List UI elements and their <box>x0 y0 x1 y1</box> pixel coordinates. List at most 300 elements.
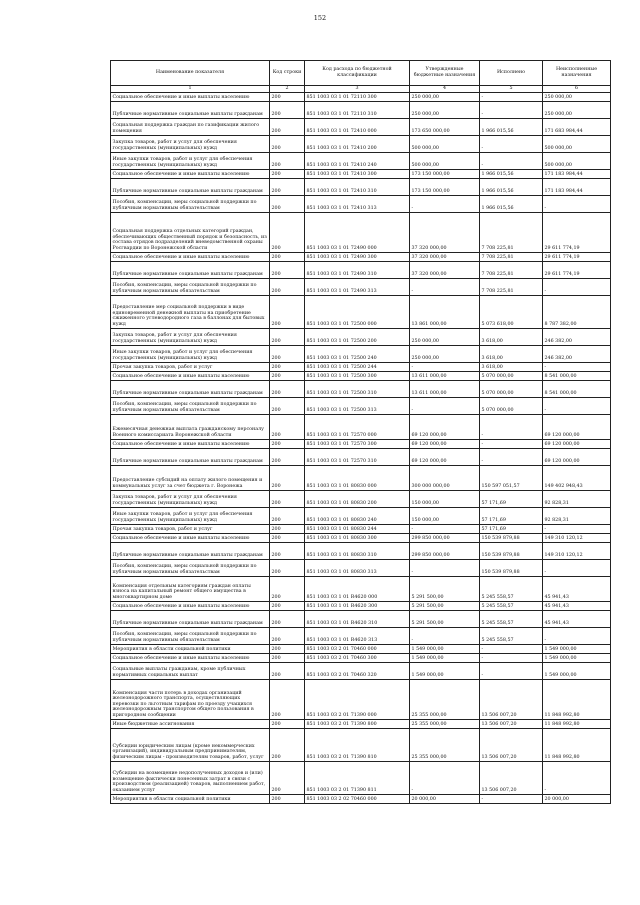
row-unexecuted-cell: 500 000,00 <box>543 152 611 169</box>
table-row <box>111 345 611 362</box>
table-row <box>111 490 611 507</box>
row-name-cell: Социальные выплаты гражданам, кроме публичных нормативных социальных выплат <box>111 662 270 679</box>
row-approved-cell: 37 320 000,00 <box>410 212 480 252</box>
row-executed-cell: 5 245 558,57 <box>480 601 543 610</box>
row-line-code-cell: 200 <box>270 719 305 728</box>
row-classification-cell: 851 1003 03 1 01 72500 000 <box>305 295 410 328</box>
row-classification-cell: 851 1003 03 1 01 72500 200 <box>305 328 410 345</box>
row-name-cell: Социальная поддержка граждан по газификации жилого помещения <box>111 118 270 135</box>
row-executed-cell: 7 708 225,81 <box>480 278 543 295</box>
table-row <box>111 118 611 135</box>
row-approved-cell: - <box>410 761 480 794</box>
row-executed-cell: 7 708 225,81 <box>480 212 543 252</box>
row-classification-cell: 851 1003 03 2 01 70460 320 <box>305 662 410 679</box>
row-name-cell: Публичные нормативные социальные выплаты гражданам <box>111 610 270 627</box>
row-approved-cell: 150 000,00 <box>410 490 480 507</box>
row-executed-cell: 150 597 051,57 <box>480 465 543 490</box>
row-executed-cell: - <box>480 152 543 169</box>
row-unexecuted-cell: 92 828,31 <box>543 490 611 507</box>
table-row <box>111 507 611 524</box>
row-name-cell: Публичные нормативные социальные выплаты гражданам <box>111 261 270 278</box>
row-unexecuted-cell: 45 941,43 <box>543 576 611 601</box>
row-executed-cell: 57 171,69 <box>480 524 543 533</box>
row-line-code-cell: 200 <box>270 542 305 559</box>
row-classification-cell: 851 1003 03 1 01 80830 313 <box>305 559 410 576</box>
row-name-cell: Пособия, компенсации, меры социальной поддержки по публичным нормативным обязательствам <box>111 397 270 414</box>
row-name-cell: Социальное обеспечение и иные выплаты населению <box>111 601 270 610</box>
table-row <box>111 576 611 601</box>
row-executed-cell: 5 073 618,00 <box>480 295 543 328</box>
header-unexecuted: Неисполненные назначения <box>543 61 611 86</box>
row-line-code-cell: 200 <box>270 169 305 178</box>
row-unexecuted-cell: 171 683 984,44 <box>543 118 611 135</box>
row-classification-cell: 851 1003 03 1 01 72110 300 <box>305 92 410 101</box>
row-executed-cell: 5 245 558,57 <box>480 610 543 627</box>
row-classification-cell: 851 1003 03 1 01 80830 000 <box>305 465 410 490</box>
row-executed-cell: 5 245 558,57 <box>480 576 543 601</box>
row-approved-cell: 150 000,00 <box>410 507 480 524</box>
column-number: 4 <box>410 86 480 93</box>
row-approved-cell: 1 549 000,00 <box>410 662 480 679</box>
row-line-code-cell: 200 <box>270 465 305 490</box>
row-name-cell: Субсидии на возмещение недополученных доходов и (или) возмещение фактически понесенных затрат в связи с производством (реализацией) товаров, выполнением работ, оказанием услуг <box>111 761 270 794</box>
row-line-code-cell: 200 <box>270 533 305 542</box>
row-line-code-cell: 200 <box>270 295 305 328</box>
table-row <box>111 610 611 627</box>
row-approved-cell: 37 320 000,00 <box>410 252 480 261</box>
row-classification-cell: 851 1003 03 1 01 72490 000 <box>305 212 410 252</box>
row-line-code-cell: 200 <box>270 601 305 610</box>
row-line-code-cell: 200 <box>270 345 305 362</box>
row-unexecuted-cell: 500 000,00 <box>543 135 611 152</box>
table-row <box>111 380 611 397</box>
row-executed-cell: - <box>480 644 543 653</box>
row-classification-cell: 851 1003 03 1 01 72110 310 <box>305 101 410 118</box>
row-classification-cell: 851 1003 03 2 02 70460 000 <box>305 794 410 803</box>
row-unexecuted-cell: 8 541 000,00 <box>543 380 611 397</box>
row-classification-cell: 851 1003 03 2 01 70460 300 <box>305 653 410 662</box>
row-approved-cell: 69 120 000,00 <box>410 414 480 439</box>
table-row <box>111 371 611 380</box>
table-row <box>111 261 611 278</box>
row-approved-cell: 1 549 000,00 <box>410 653 480 662</box>
row-unexecuted-cell: - <box>543 397 611 414</box>
row-line-code-cell: 200 <box>270 252 305 261</box>
row-line-code-cell: 200 <box>270 92 305 101</box>
row-approved-cell: 173 150 000,00 <box>410 178 480 195</box>
row-unexecuted-cell: 171 183 984,44 <box>543 169 611 178</box>
row-approved-cell: - <box>410 559 480 576</box>
row-approved-cell: 25 355 000,00 <box>410 679 480 719</box>
table-row <box>111 761 611 794</box>
row-executed-cell: 1 966 015,56 <box>480 118 543 135</box>
row-approved-cell: - <box>410 397 480 414</box>
row-unexecuted-cell: 45 941,43 <box>543 610 611 627</box>
row-name-cell: Публичные нормативные социальные выплаты гражданам <box>111 380 270 397</box>
row-classification-cell: 851 1003 03 2 01 71390 000 <box>305 679 410 719</box>
row-classification-cell: 851 1003 03 1 01 72490 300 <box>305 252 410 261</box>
row-line-code-cell: 200 <box>270 679 305 719</box>
row-line-code-cell: 200 <box>270 653 305 662</box>
table-row <box>111 101 611 118</box>
row-executed-cell: 5 070 000,00 <box>480 380 543 397</box>
row-unexecuted-cell: - <box>543 362 611 371</box>
row-approved-cell: 13 611 000,00 <box>410 380 480 397</box>
row-classification-cell: 851 1003 03 2 01 71390 810 <box>305 728 410 761</box>
row-unexecuted-cell: 149 402 948,43 <box>543 465 611 490</box>
row-executed-cell: 3 618,00 <box>480 328 543 345</box>
row-classification-cell: 851 1003 03 1 01 72410 200 <box>305 135 410 152</box>
row-executed-cell: 150 539 879,88 <box>480 559 543 576</box>
row-name-cell: Компенсация части потерь в доходах организаций железнодорожного транспорта, осуществляющих перевозки по льготным тарифам по проезду учащихся железнодорожным транспортом общего пользования в пригородном сообщении <box>111 679 270 719</box>
row-name-cell: Закупка товаров, работ и услуг для обеспечения государственных (муниципальных) нужд <box>111 135 270 152</box>
row-approved-cell: - <box>410 195 480 212</box>
row-name-cell: Социальное обеспечение и иные выплаты населению <box>111 252 270 261</box>
row-approved-cell: 173 650 000,00 <box>410 118 480 135</box>
row-classification-cell: 851 1003 03 1 01 72570 000 <box>305 414 410 439</box>
row-line-code-cell: 200 <box>270 178 305 195</box>
row-unexecuted-cell: - <box>543 761 611 794</box>
row-approved-cell: 250 000,00 <box>410 345 480 362</box>
row-executed-cell: 150 539 879,88 <box>480 533 543 542</box>
row-executed-cell: 57 171,69 <box>480 507 543 524</box>
row-line-code-cell: 200 <box>270 576 305 601</box>
header-name: Наименование показателя <box>111 61 270 86</box>
header-classification: Код расхода по бюджетной классификации <box>305 61 410 86</box>
row-unexecuted-cell: 69 120 000,00 <box>543 439 611 448</box>
row-executed-cell: - <box>480 92 543 101</box>
row-approved-cell: - <box>410 627 480 644</box>
row-classification-cell: 851 1003 03 1 01 R4620 313 <box>305 627 410 644</box>
row-executed-cell: 3 618,00 <box>480 362 543 371</box>
column-number: 5 <box>480 86 543 93</box>
row-approved-cell: 300 000 000,00 <box>410 465 480 490</box>
table-row <box>111 439 611 448</box>
row-name-cell: Мероприятия в области социальной политики <box>111 644 270 653</box>
row-executed-cell: 3 618,00 <box>480 345 543 362</box>
row-line-code-cell: 200 <box>270 261 305 278</box>
table-row <box>111 465 611 490</box>
row-unexecuted-cell: - <box>543 524 611 533</box>
table-row <box>111 92 611 101</box>
table-row <box>111 728 611 761</box>
row-name-cell: Социальное обеспечение и иные выплаты населению <box>111 92 270 101</box>
table-row <box>111 252 611 261</box>
row-approved-cell: 173 150 000,00 <box>410 169 480 178</box>
row-line-code-cell: 200 <box>270 371 305 380</box>
row-line-code-cell: 200 <box>270 439 305 448</box>
row-classification-cell: 851 1003 03 1 01 R4620 310 <box>305 610 410 627</box>
row-line-code-cell: 200 <box>270 794 305 803</box>
row-unexecuted-cell: 69 120 000,00 <box>543 414 611 439</box>
row-executed-cell: 13 506 007,20 <box>480 679 543 719</box>
row-name-cell: Иные закупки товаров, работ и услуг для обеспечения государственных (муниципальных) нужд <box>111 507 270 524</box>
row-approved-cell: 250 000,00 <box>410 101 480 118</box>
row-line-code-cell: 200 <box>270 397 305 414</box>
row-name-cell: Пособия, компенсации, меры социальной поддержки по публичным нормативным обязательствам <box>111 278 270 295</box>
row-line-code-cell: 200 <box>270 135 305 152</box>
row-executed-cell: - <box>480 135 543 152</box>
row-name-cell: Иные закупки товаров, работ и услуг для обеспечения государственных (муниципальных) нужд <box>111 152 270 169</box>
row-name-cell: Социальная поддержка отдельных категорий граждан, обеспечивающих общественный порядок и безопасность, из состава отрядов подразделений вневедомственной охраны Росгвардии по Воронежской области <box>111 212 270 252</box>
row-name-cell: Иные закупки товаров, работ и услуг для обеспечения государственных (муниципальных) нужд <box>111 345 270 362</box>
row-approved-cell: 250 000,00 <box>410 328 480 345</box>
row-classification-cell: 851 1003 03 1 01 72410 300 <box>305 169 410 178</box>
row-unexecuted-cell: 250 000,00 <box>543 101 611 118</box>
row-approved-cell: 5 291 500,00 <box>410 576 480 601</box>
row-line-code-cell: 200 <box>270 414 305 439</box>
row-classification-cell: 851 1003 03 1 01 72570 310 <box>305 448 410 465</box>
row-approved-cell: 500 000,00 <box>410 135 480 152</box>
table-row <box>111 152 611 169</box>
row-classification-cell: 851 1003 03 1 01 80830 244 <box>305 524 410 533</box>
row-unexecuted-cell: 8 787 382,00 <box>543 295 611 328</box>
row-line-code-cell: 200 <box>270 610 305 627</box>
row-classification-cell: 851 1003 03 1 01 80830 200 <box>305 490 410 507</box>
row-executed-cell: 150 539 879,88 <box>480 542 543 559</box>
row-classification-cell: 851 1003 03 1 01 72500 310 <box>305 380 410 397</box>
row-line-code-cell: 200 <box>270 212 305 252</box>
row-name-cell: Предоставление мер социальной поддержки в виде единовременной денежной выплаты на приобретение сжиженного углеводородного газа в баллонах для бытовых нужд <box>111 295 270 328</box>
row-line-code-cell: 200 <box>270 152 305 169</box>
header-row <box>111 61 611 86</box>
row-unexecuted-cell: 20 000,00 <box>543 794 611 803</box>
row-executed-cell: 13 506 007,20 <box>480 761 543 794</box>
row-unexecuted-cell: 1 549 000,00 <box>543 644 611 653</box>
row-approved-cell: 13 861 000,00 <box>410 295 480 328</box>
row-approved-cell: 299 850 000,00 <box>410 533 480 542</box>
table-row <box>111 533 611 542</box>
table-row <box>111 524 611 533</box>
row-unexecuted-cell: 92 828,31 <box>543 507 611 524</box>
row-unexecuted-cell: 149 310 120,12 <box>543 542 611 559</box>
table-row <box>111 178 611 195</box>
row-line-code-cell: 200 <box>270 524 305 533</box>
table-row <box>111 362 611 371</box>
row-executed-cell: 5 245 558,57 <box>480 627 543 644</box>
row-line-code-cell: 200 <box>270 644 305 653</box>
row-line-code-cell: 200 <box>270 507 305 524</box>
row-name-cell: Социальное обеспечение и иные выплаты населению <box>111 533 270 542</box>
row-name-cell: Публичные нормативные социальные выплаты гражданам <box>111 542 270 559</box>
row-name-cell: Компенсация отдельным категориям граждан оплаты взноса на капитальный ремонт общего имущества в многоквартирном доме <box>111 576 270 601</box>
row-line-code-cell: 200 <box>270 662 305 679</box>
row-unexecuted-cell: 29 611 774,19 <box>543 261 611 278</box>
row-classification-cell: 851 1003 03 1 01 80830 310 <box>305 542 410 559</box>
column-number: 2 <box>270 86 305 93</box>
table-row <box>111 794 611 803</box>
row-classification-cell: 851 1003 03 1 01 72500 244 <box>305 362 410 371</box>
table-row <box>111 653 611 662</box>
row-approved-cell: 500 000,00 <box>410 152 480 169</box>
row-name-cell: Закупка товаров, работ и услуг для обеспечения государственных (муниципальных) нужд <box>111 490 270 507</box>
row-executed-cell: - <box>480 414 543 439</box>
row-executed-cell: 7 708 225,81 <box>480 252 543 261</box>
row-name-cell: Социальное обеспечение и иные выплаты населению <box>111 653 270 662</box>
row-classification-cell: 851 1003 03 2 01 71390 811 <box>305 761 410 794</box>
row-classification-cell: 851 1003 03 1 01 72410 310 <box>305 178 410 195</box>
row-line-code-cell: 200 <box>270 195 305 212</box>
row-line-code-cell: 200 <box>270 362 305 371</box>
row-approved-cell: 37 320 000,00 <box>410 261 480 278</box>
column-number-row <box>111 86 611 93</box>
table-row <box>111 414 611 439</box>
table-row <box>111 295 611 328</box>
table-row <box>111 328 611 345</box>
row-line-code-cell: 200 <box>270 490 305 507</box>
table-row <box>111 679 611 719</box>
row-name-cell: Прочая закупка товаров, работ и услуг <box>111 524 270 533</box>
row-approved-cell: 250 000,00 <box>410 92 480 101</box>
row-approved-cell: 69 120 000,00 <box>410 439 480 448</box>
row-classification-cell: 851 1003 03 1 01 72490 313 <box>305 278 410 295</box>
row-executed-cell: 13 506 007,20 <box>480 719 543 728</box>
row-executed-cell: - <box>480 662 543 679</box>
row-name-cell: Пособия, компенсации, меры социальной поддержки по публичным нормативным обязательствам <box>111 195 270 212</box>
row-unexecuted-cell: - <box>543 559 611 576</box>
row-classification-cell: 851 1003 03 1 01 72410 313 <box>305 195 410 212</box>
row-name-cell: Пособия, компенсации, меры социальной поддержки по публичным нормативным обязательствам <box>111 559 270 576</box>
row-unexecuted-cell: 11 848 992,80 <box>543 719 611 728</box>
row-classification-cell: 851 1003 03 1 01 72410 240 <box>305 152 410 169</box>
row-unexecuted-cell: 29 611 774,19 <box>543 252 611 261</box>
row-name-cell: Субсидии юридическим лицам (кроме некоммерческих организаций), индивидуальным предпринимателям, физическим лицам - производителям товаров, работ, услуг <box>111 728 270 761</box>
row-classification-cell: 851 1003 03 1 01 72490 310 <box>305 261 410 278</box>
row-line-code-cell: 200 <box>270 380 305 397</box>
table-row <box>111 719 611 728</box>
row-approved-cell: 69 120 000,00 <box>410 448 480 465</box>
table-row <box>111 601 611 610</box>
row-unexecuted-cell: 1 549 000,00 <box>543 653 611 662</box>
row-approved-cell: 299 850 000,00 <box>410 542 480 559</box>
row-name-cell: Ежемесячная денежная выплата гражданскому персоналу Военного комиссариата Воронежской области <box>111 414 270 439</box>
row-line-code-cell: 200 <box>270 761 305 794</box>
row-line-code-cell: 200 <box>270 559 305 576</box>
row-executed-cell: 7 708 225,81 <box>480 261 543 278</box>
table-row <box>111 627 611 644</box>
row-name-cell: Публичные нормативные социальные выплаты гражданам <box>111 448 270 465</box>
row-name-cell: Социальное обеспечение и иные выплаты населению <box>111 169 270 178</box>
row-unexecuted-cell: 11 848 992,80 <box>543 679 611 719</box>
row-unexecuted-cell: 246 382,00 <box>543 328 611 345</box>
row-approved-cell: 25 355 000,00 <box>410 719 480 728</box>
column-number: 1 <box>111 86 270 93</box>
row-name-cell: Мероприятия в области социальной политики <box>111 794 270 803</box>
row-approved-cell: 5 291 500,00 <box>410 601 480 610</box>
row-unexecuted-cell: 250 000,00 <box>543 92 611 101</box>
row-classification-cell: 851 1003 03 2 01 71390 800 <box>305 719 410 728</box>
table-row <box>111 448 611 465</box>
row-classification-cell: 851 1003 03 1 01 72570 300 <box>305 439 410 448</box>
row-executed-cell: - <box>480 448 543 465</box>
table-row <box>111 169 611 178</box>
row-executed-cell: - <box>480 101 543 118</box>
row-unexecuted-cell: 1 549 000,00 <box>543 662 611 679</box>
column-number: 6 <box>543 86 611 93</box>
row-line-code-cell: 200 <box>270 118 305 135</box>
row-unexecuted-cell: - <box>543 195 611 212</box>
row-classification-cell: 851 1003 03 1 01 72500 240 <box>305 345 410 362</box>
row-line-code-cell: 200 <box>270 278 305 295</box>
row-approved-cell: 13 611 000,00 <box>410 371 480 380</box>
row-executed-cell: 5 070 000,00 <box>480 371 543 380</box>
budget-execution-table <box>110 60 611 804</box>
row-executed-cell: - <box>480 794 543 803</box>
row-approved-cell: 5 291 500,00 <box>410 610 480 627</box>
row-approved-cell: - <box>410 524 480 533</box>
row-line-code-cell: 200 <box>270 448 305 465</box>
row-approved-cell: - <box>410 278 480 295</box>
row-name-cell: Социальное обеспечение и иные выплаты населению <box>111 371 270 380</box>
table-row <box>111 278 611 295</box>
row-name-cell: Публичные нормативные социальные выплаты гражданам <box>111 101 270 118</box>
row-executed-cell: 1 966 015,56 <box>480 169 543 178</box>
row-classification-cell: 851 1003 03 1 01 72500 313 <box>305 397 410 414</box>
row-name-cell: Прочая закупка товаров, работ и услуг <box>111 362 270 371</box>
table-row <box>111 195 611 212</box>
row-unexecuted-cell: 149 310 120,12 <box>543 533 611 542</box>
row-unexecuted-cell: 45 941,43 <box>543 601 611 610</box>
table-row <box>111 212 611 252</box>
row-line-code-cell: 200 <box>270 328 305 345</box>
row-unexecuted-cell: 69 120 000,00 <box>543 448 611 465</box>
row-classification-cell: 851 1003 03 1 01 80830 240 <box>305 507 410 524</box>
row-approved-cell: - <box>410 362 480 371</box>
page-number: 152 <box>313 14 327 22</box>
row-classification-cell: 851 1003 03 2 01 70460 000 <box>305 644 410 653</box>
row-executed-cell: 1 966 015,56 <box>480 195 543 212</box>
row-unexecuted-cell: 29 611 774,19 <box>543 212 611 252</box>
row-name-cell: Публичные нормативные социальные выплаты гражданам <box>111 178 270 195</box>
row-classification-cell: 851 1003 03 1 01 R4620 000 <box>305 576 410 601</box>
row-approved-cell: 20 000,00 <box>410 794 480 803</box>
header-approved: Утвержденные бюджетные назначения <box>410 61 480 86</box>
table-row <box>111 135 611 152</box>
row-approved-cell: 25 355 000,00 <box>410 728 480 761</box>
table-row <box>111 662 611 679</box>
row-unexecuted-cell: 8 541 000,00 <box>543 371 611 380</box>
row-line-code-cell: 200 <box>270 101 305 118</box>
row-name-cell: Пособия, компенсации, меры социальной поддержки по публичным нормативным обязательствам <box>111 627 270 644</box>
row-unexecuted-cell: 171 183 984,44 <box>543 178 611 195</box>
header-executed: Исполнено <box>480 61 543 86</box>
row-executed-cell: - <box>480 439 543 448</box>
row-executed-cell: - <box>480 653 543 662</box>
row-unexecuted-cell: - <box>543 278 611 295</box>
table-row <box>111 644 611 653</box>
row-executed-cell: 57 171,69 <box>480 490 543 507</box>
row-executed-cell: 1 966 015,56 <box>480 178 543 195</box>
row-name-cell: Иные бюджетные ассигнования <box>111 719 270 728</box>
row-classification-cell: 851 1003 03 1 01 72410 000 <box>305 118 410 135</box>
row-unexecuted-cell: - <box>543 627 611 644</box>
table-body <box>111 92 611 803</box>
row-unexecuted-cell: 11 848 992,80 <box>543 728 611 761</box>
row-approved-cell: 1 549 000,00 <box>410 644 480 653</box>
row-unexecuted-cell: 246 382,00 <box>543 345 611 362</box>
table-row <box>111 559 611 576</box>
row-executed-cell: 13 506 007,20 <box>480 728 543 761</box>
row-name-cell: Предоставление субсидий на оплату жилого помещения и коммунальных услуг за счет бюджета г. Воронежа <box>111 465 270 490</box>
row-name-cell: Закупка товаров, работ и услуг для обеспечения государственных (муниципальных) нужд <box>111 328 270 345</box>
row-name-cell: Социальное обеспечение и иные выплаты населению <box>111 439 270 448</box>
header-line-code: Код строки <box>270 61 305 86</box>
row-classification-cell: 851 1003 03 1 01 R4620 300 <box>305 601 410 610</box>
row-line-code-cell: 200 <box>270 627 305 644</box>
table-row <box>111 397 611 414</box>
row-line-code-cell: 200 <box>270 728 305 761</box>
table-row <box>111 542 611 559</box>
